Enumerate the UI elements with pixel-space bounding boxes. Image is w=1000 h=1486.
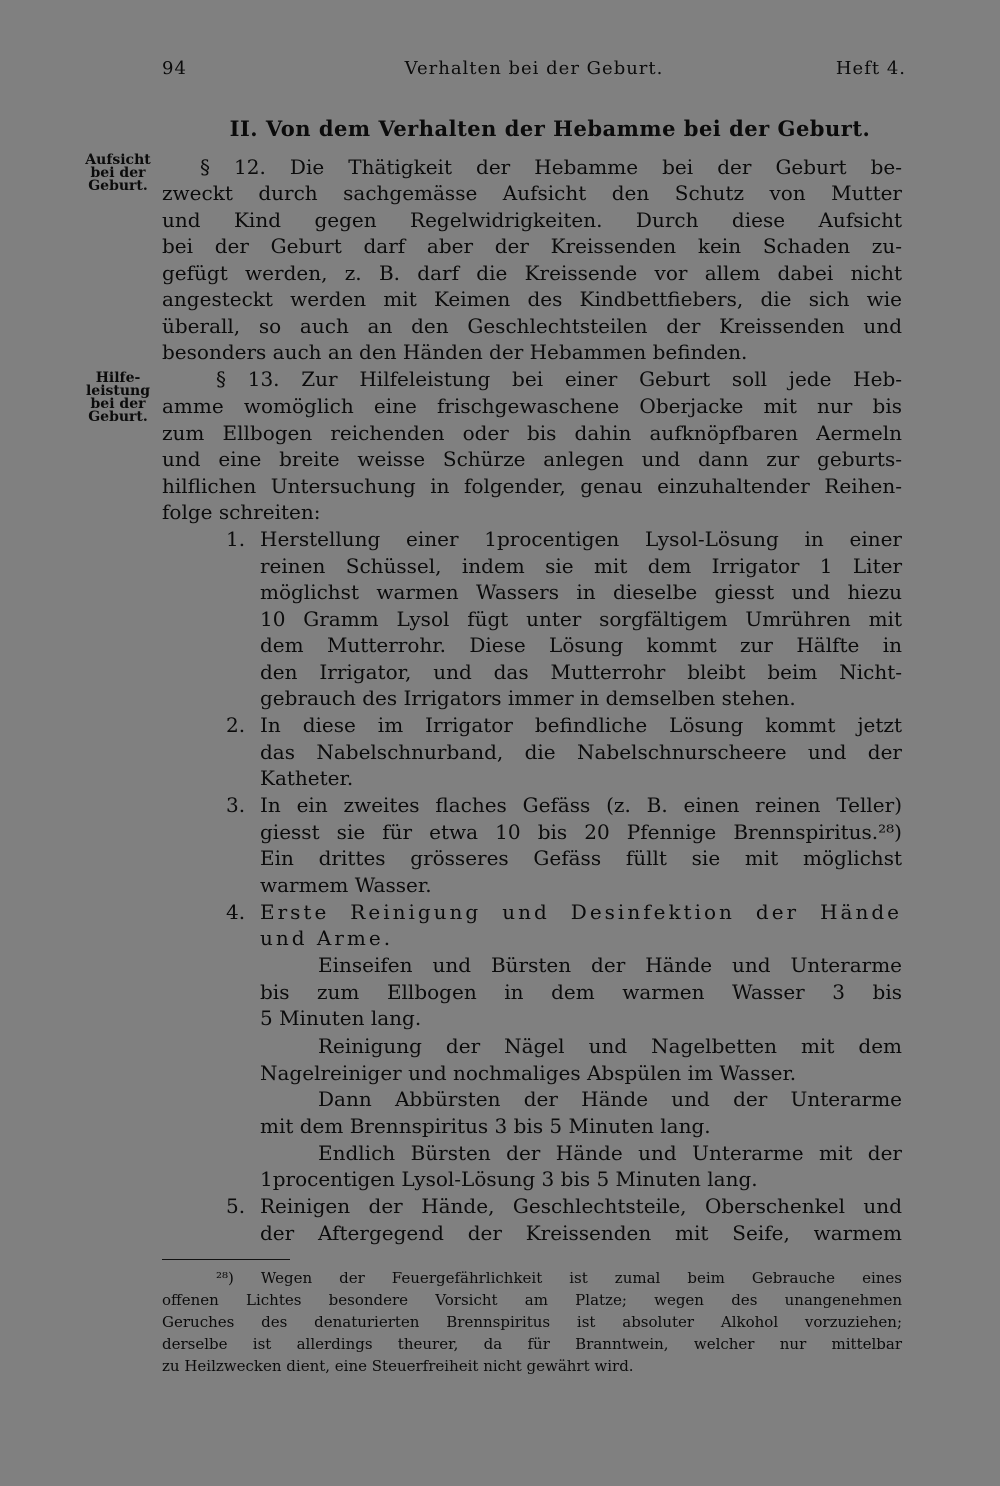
list-item-number: 2. bbox=[226, 713, 246, 737]
list-item-line: 1procentigen Lysol-Lösung 3 bis 5 Minuten lang. bbox=[260, 1167, 758, 1191]
list-item-line: Dann Abbürsten der Hände und der Unterarme bbox=[318, 1087, 902, 1111]
issue-label: Heft 4. bbox=[835, 58, 906, 79]
para13-line: zum Ellbogen reichenden oder bis dahin aufknöpfbaren Aermeln bbox=[162, 421, 902, 445]
list-item-line: In ein zweites flaches Gefäss (z. B. einen reinen Teller) bbox=[260, 793, 902, 817]
para12-line: und Kind gegen Regelwidrigkeiten. Durch diese Aufsicht bbox=[162, 208, 902, 232]
para12-line: bei der Geburt darf aber der Kreissenden kein Schaden zu- bbox=[162, 234, 902, 258]
para13-line: § 13. Zur Hilfeleistung bei einer Geburt soll jede Heb- bbox=[216, 367, 902, 391]
list-item-line: giesst sie für etwa 10 bis 20 Pfennige Brennspiritus.²⁸) bbox=[260, 820, 902, 844]
list-item-line: Ein drittes grösseres Gefäss füllt sie mit möglichst bbox=[260, 846, 902, 870]
list-item-line: Reinigen der Hände, Geschlechtsteile, Oberschenkel und bbox=[260, 1194, 902, 1218]
page-header bbox=[162, 58, 906, 86]
margin-note-line: leistung bbox=[85, 383, 151, 399]
list-item-line: gebrauch des Irrigators immer in demselben stehen. bbox=[260, 686, 796, 710]
list-item-number: 5. bbox=[226, 1194, 246, 1218]
footnote-line: zu Heilzwecken dient, eine Steuerfreiheit nicht gewährt wird. bbox=[162, 1357, 634, 1375]
page-number: 94 bbox=[162, 58, 187, 79]
para12-line: gefügt werden, z. B. darf die Kreissende vor allem dabei nicht bbox=[162, 261, 902, 285]
list-item-number: 4. bbox=[226, 900, 246, 924]
list-item-line: 10 Gramm Lysol fügt unter sorgfältigem Umrühren mit bbox=[260, 607, 902, 631]
list-item-line: dem Mutterrohr. Diese Lösung kommt zur Hälfte in bbox=[260, 633, 902, 657]
list-item-line: der Aftergegend der Kreissenden mit Seife, warmem bbox=[260, 1221, 902, 1245]
para12-line: besonders auch an den Händen der Hebammen befinden. bbox=[162, 340, 748, 364]
para12-line: angesteckt werden mit Keimen des Kindbettfiebers, die sich wie bbox=[162, 287, 902, 311]
list-item-line: 5 Minuten lang. bbox=[260, 1006, 422, 1030]
footnote-line: offenen Lichtes besondere Vorsicht am Platze; wegen des unangenehmen bbox=[162, 1291, 902, 1309]
margin-note-aufsicht bbox=[74, 154, 162, 193]
list-item-line: Endlich Bürsten der Hände und Unterarme mit der bbox=[318, 1141, 902, 1165]
list-item-line: den Irrigator, und das Mutterrohr bleibt beim Nicht- bbox=[260, 660, 902, 684]
list-item-number: 1. bbox=[226, 527, 246, 551]
list-item-line: warmem Wasser. bbox=[260, 873, 432, 897]
list-item-line: Reinigung der Nägel und Nagelbetten mit dem bbox=[318, 1034, 902, 1058]
para13-line: und eine breite weisse Schürze anlegen und dann zur geburts- bbox=[162, 447, 902, 471]
list-item-line: das Nabelschnurband, die Nabelschnurscheere und der bbox=[260, 740, 902, 764]
para13-line: amme womöglich eine frischgewaschene Oberjacke mit nur bis bbox=[162, 394, 902, 418]
list-item-line: reinen Schüssel, indem sie mit dem Irrigator 1 Liter bbox=[260, 554, 902, 578]
margin-note-line: Geburt. bbox=[88, 178, 148, 194]
margin-note-line: bei der bbox=[90, 165, 146, 181]
footnote-divider bbox=[162, 1259, 290, 1260]
margin-note-line: bei der bbox=[90, 396, 146, 412]
para13-line: hilflichen Untersuchung in folgender, genau einzuhaltender Reihen- bbox=[162, 474, 902, 498]
margin-note-line: Aufsicht bbox=[85, 152, 151, 168]
list-item-line: Erste Reinigung und Desinfektion der Hände bbox=[260, 900, 902, 924]
footnote-line: ²⁸) Wegen der Feuergefährlichkeit ist zumal beim Gebrauche eines bbox=[216, 1269, 902, 1287]
para13-line: folge schreiten: bbox=[162, 500, 321, 524]
list-item-line: Katheter. bbox=[260, 766, 354, 790]
para12-line: § 12. Die Thätigkeit der Hebamme bei der Geburt be- bbox=[200, 155, 902, 179]
para12-line: überall, so auch an den Geschlechtsteilen der Kreissenden und bbox=[162, 314, 902, 338]
list-item-line: mit dem Brennspiritus 3 bis 5 Minuten lang. bbox=[260, 1114, 711, 1138]
margin-note-line: Geburt. bbox=[88, 409, 148, 425]
section-title: II. Von dem Verhalten der Hebamme bei der Geburt. bbox=[229, 116, 871, 141]
footnote-line: Geruches des denaturierten Brennspiritus ist absoluter Alkohol vorzuziehen; bbox=[162, 1313, 902, 1331]
list-item-line: Einseifen und Bürsten der Hände und Unterarme bbox=[318, 953, 902, 977]
list-item-line: und Arme. bbox=[260, 926, 394, 950]
margin-note-line: Hilfe- bbox=[95, 370, 141, 386]
para12-line: zweckt durch sachgemässe Aufsicht den Schutz von Mutter bbox=[162, 181, 902, 205]
footnote-line: derselbe ist allerdings theurer, da für Branntwein, welcher nur mittelbar bbox=[162, 1335, 902, 1353]
list-item-line: In diese im Irrigator befindliche Lösung kommt jetzt bbox=[260, 713, 902, 737]
list-item-line: Nagelreiniger und nochmaliges Abspülen im Wasser. bbox=[260, 1061, 797, 1085]
list-item-number: 3. bbox=[226, 793, 246, 817]
running-title: Verhalten bei der Geburt. bbox=[404, 58, 664, 79]
list-item-line: Herstellung einer 1procentigen Lysol-Lösung in einer bbox=[260, 527, 902, 551]
list-item-line: bis zum Ellbogen in dem warmen Wasser 3 bis bbox=[260, 980, 902, 1004]
margin-note-hilfeleistung bbox=[74, 372, 162, 424]
list-item-line: möglichst warmen Wassers in dieselbe giesst und hiezu bbox=[260, 580, 902, 604]
